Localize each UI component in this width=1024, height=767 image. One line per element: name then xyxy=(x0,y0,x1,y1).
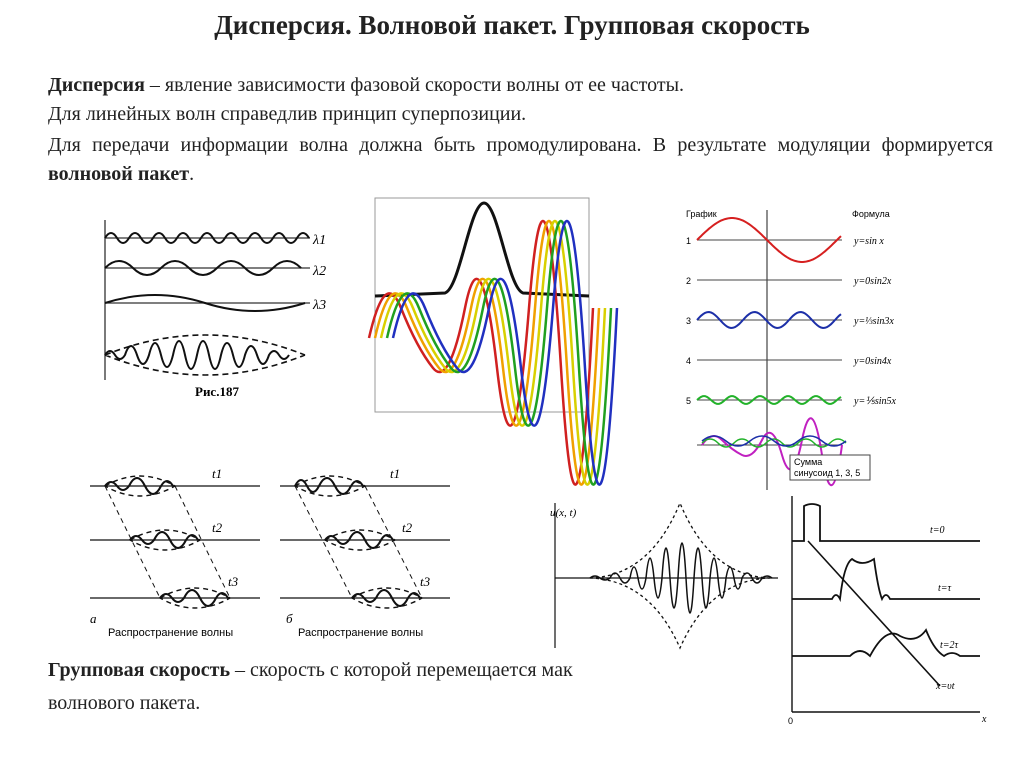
figure-propagation xyxy=(90,468,460,643)
fourier-row-number: 2 xyxy=(686,276,692,286)
definition-dispersion xyxy=(48,71,993,100)
label-t2-b: t2 xyxy=(402,520,413,535)
label-t-tau: t=τ xyxy=(938,583,952,594)
figure-wave-packet xyxy=(550,498,778,650)
label-x-vt: x=υt xyxy=(936,681,955,692)
fourier-formula: y=sin x xyxy=(854,236,884,247)
figure-caption: Рис.187 xyxy=(195,384,239,399)
label-t1-b: t1 xyxy=(390,466,401,481)
label-origin: 0 xyxy=(788,716,794,726)
definition-text: – явление зависимости фазовой скорости волны от ее частоты. xyxy=(144,74,685,96)
modulation-text: Для передачи информации волна должна быть промодулирована. В результате модуляции формируется xyxy=(48,134,993,156)
fourier-formula: y=⅕sin5x xyxy=(854,396,896,407)
fourier-rows xyxy=(686,218,897,407)
header-formula: Формула xyxy=(852,209,890,219)
figure-fourier-series xyxy=(682,205,932,490)
modulation-end: . xyxy=(189,163,195,185)
fourier-formula: y=0sin2x xyxy=(854,276,892,287)
fourier-row-number: 3 xyxy=(686,316,692,326)
fourier-row-number: 5 xyxy=(686,396,692,406)
figure-gaussian-packet xyxy=(375,198,589,412)
label-t1-a: t1 xyxy=(212,466,223,481)
label-t0: t=0 xyxy=(930,525,945,536)
header-graph: График xyxy=(686,209,717,219)
fourier-formula: y=⅓sin3x xyxy=(854,316,894,327)
label-t3-b: t3 xyxy=(420,574,431,589)
caption-propagation-a: Распространение волны xyxy=(108,627,234,639)
caption-propagation-b: Распространение волны xyxy=(298,627,424,639)
label-lambda3: λ3 xyxy=(313,298,327,313)
term-wave-packet: волновой пакет xyxy=(48,163,190,185)
group-velocity-text: – скорость с которой перемещается мак xyxy=(230,659,573,681)
sum-label-1: Сумма xyxy=(794,457,823,467)
label-lambda2: λ2 xyxy=(313,264,327,279)
label-lambda1: λ1 xyxy=(313,233,327,248)
panel-letter-b: б xyxy=(286,611,293,626)
group-velocity-line2: волнового пакета. xyxy=(48,692,201,714)
fourier-row-number: 1 xyxy=(686,236,692,246)
fourier-row-number: 4 xyxy=(686,356,692,366)
label-t-2tau: t=2τ xyxy=(940,640,959,651)
sum-label-2: синусоид 1, 3, 5 xyxy=(794,468,861,478)
slide-title: Дисперсия. Волновой пакет. Групповая скорость xyxy=(214,10,810,40)
packet-ylabel: u(x, t) xyxy=(550,507,577,519)
fourier-formula: y=0sin4x xyxy=(854,356,892,367)
panel-letter-a: а xyxy=(90,611,97,626)
packet-envelope xyxy=(105,335,305,375)
figure-superposition xyxy=(105,220,345,399)
superposition-line: Для линейных волн справедлив принцип суперпозиции. xyxy=(48,103,527,125)
label-t2-a: t2 xyxy=(212,520,223,535)
term-dispersion: Дисперсия xyxy=(48,74,145,96)
modulation-paragraph xyxy=(48,131,993,189)
label-t3-a: t3 xyxy=(228,574,239,589)
packet-wave xyxy=(105,341,289,369)
label-x-axis: x xyxy=(982,714,987,725)
term-group-velocity: Групповая скорость xyxy=(48,659,231,681)
figure-pulse xyxy=(780,496,1010,726)
